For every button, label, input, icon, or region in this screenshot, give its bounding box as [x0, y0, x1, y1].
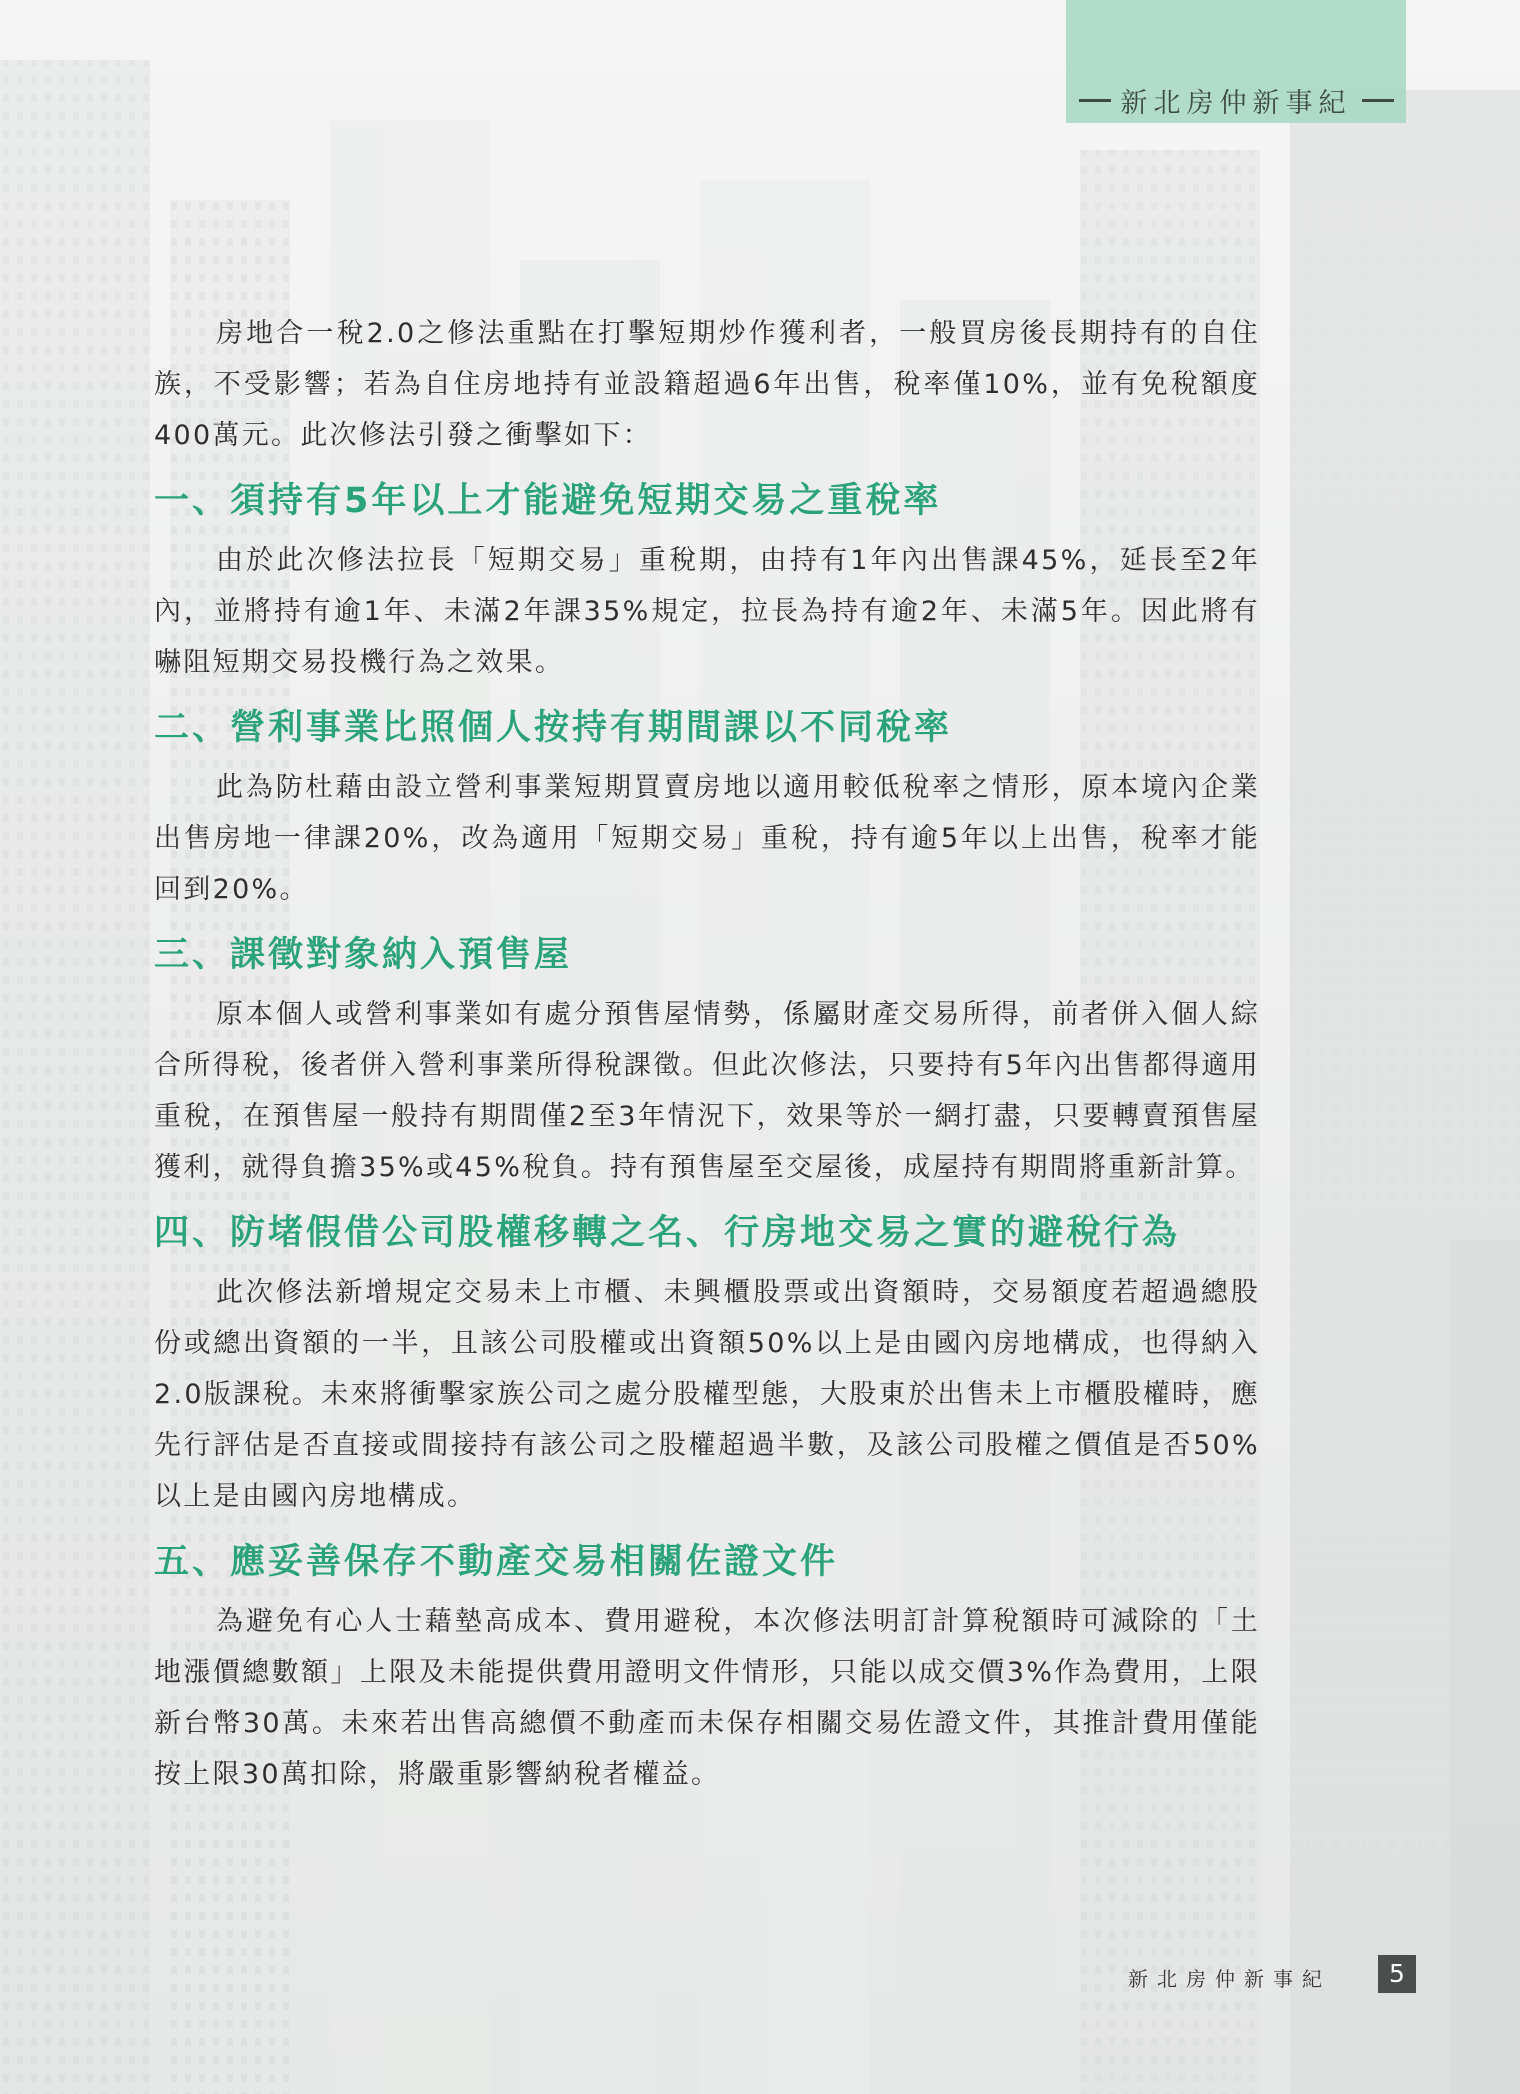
- header-dash-right: [1362, 99, 1394, 102]
- section-2-body: 此為防杜藉由設立營利事業短期買賣房地以適用較低稅率之情形，原本境內企業出售房地一律課20%，改為適用「短期交易」重稅，持有逾5年以上出售，稅率才能回到20%。: [154, 772, 1260, 905]
- section-5-heading: 五、應妥善保存不動產交易相關佐證文件: [154, 1542, 839, 1582]
- section-5-body: 為避免有心人士藉墊高成本、費用避稅，本次修法明訂計算稅額時可減除的「土地漲價總數額」上限及未能提供費用證明文件情形，只能以成交價3%作為費用，上限新台幣30萬。未來若出售高總價不動產而未保存相關交易佐證文件，其推計費用僅能按上限30萬扣除，將嚴重影響納稅者權益。: [154, 1606, 1260, 1790]
- section-4-heading: 四、防堵假借公司股權移轉之名、行房地交易之實的避稅行為: [154, 1213, 1181, 1253]
- section-2-heading: 二、營利事業比照個人按持有期間課以不同稅率: [154, 708, 953, 748]
- section-4-body: 此次修法新增規定交易未上市櫃、未興櫃股票或出資額時，交易額度若超過總股份或總出資額的一半，且該公司股權或出資額50%以上是由國內房地構成，也得納入2.0版課稅。未來將衝擊家族公司之處分股權型態，大股東於出售未上市櫃股權時，應先行評估是否直接或間接持有該公司之股權超過半數，及該公司股權之價值是否50%以上是由國內房地構成。: [154, 1277, 1260, 1512]
- header-title: [1066, 78, 1406, 122]
- section-1-heading: 一、須持有5年以上才能避免短期交易之重稅率: [154, 481, 942, 521]
- section-3-heading: 三、課徵對象納入預售屋: [154, 935, 573, 975]
- section-3-body: 原本個人或營利事業如有處分預售屋情勢，係屬財產交易所得，前者併入個人綜合所得稅，後者併入營利事業所得稅課徵。但此次修法，只要持有5年內出售都得適用重稅，在預售屋一般持有期間僅2至3年情況下，效果等於一網打盡，只要轉賣預售屋獲利，就得負擔35%或45%稅負。持有預售屋至交屋後，成屋持有期間將重新計算。: [154, 999, 1260, 1183]
- header-title-text: 新北房仲新事紀: [1120, 87, 1352, 119]
- page-number: 5: [1378, 1955, 1416, 1993]
- intro-paragraph: 房地合一稅2.0之修法重點在打擊短期炒作獲利者，一般買房後長期持有的自住族，不受影響；若為自住房地持有並設籍超過6年出售，稅率僅10%，並有免稅額度400萬元。此次修法引發之衝擊如下：: [154, 318, 1260, 451]
- footer-publication: 新北房仲新事紀: [1128, 1967, 1331, 1991]
- section-1-body: 由於此次修法拉長「短期交易」重稅期，由持有1年內出售課45%，延長至2年內，並將持有逾1年、未滿2年課35%規定，拉長為持有逾2年、未滿5年。因此將有嚇阻短期交易投機行為之效果。: [154, 545, 1260, 678]
- header-dash-left: [1079, 99, 1111, 102]
- article-body: [154, 308, 1260, 1800]
